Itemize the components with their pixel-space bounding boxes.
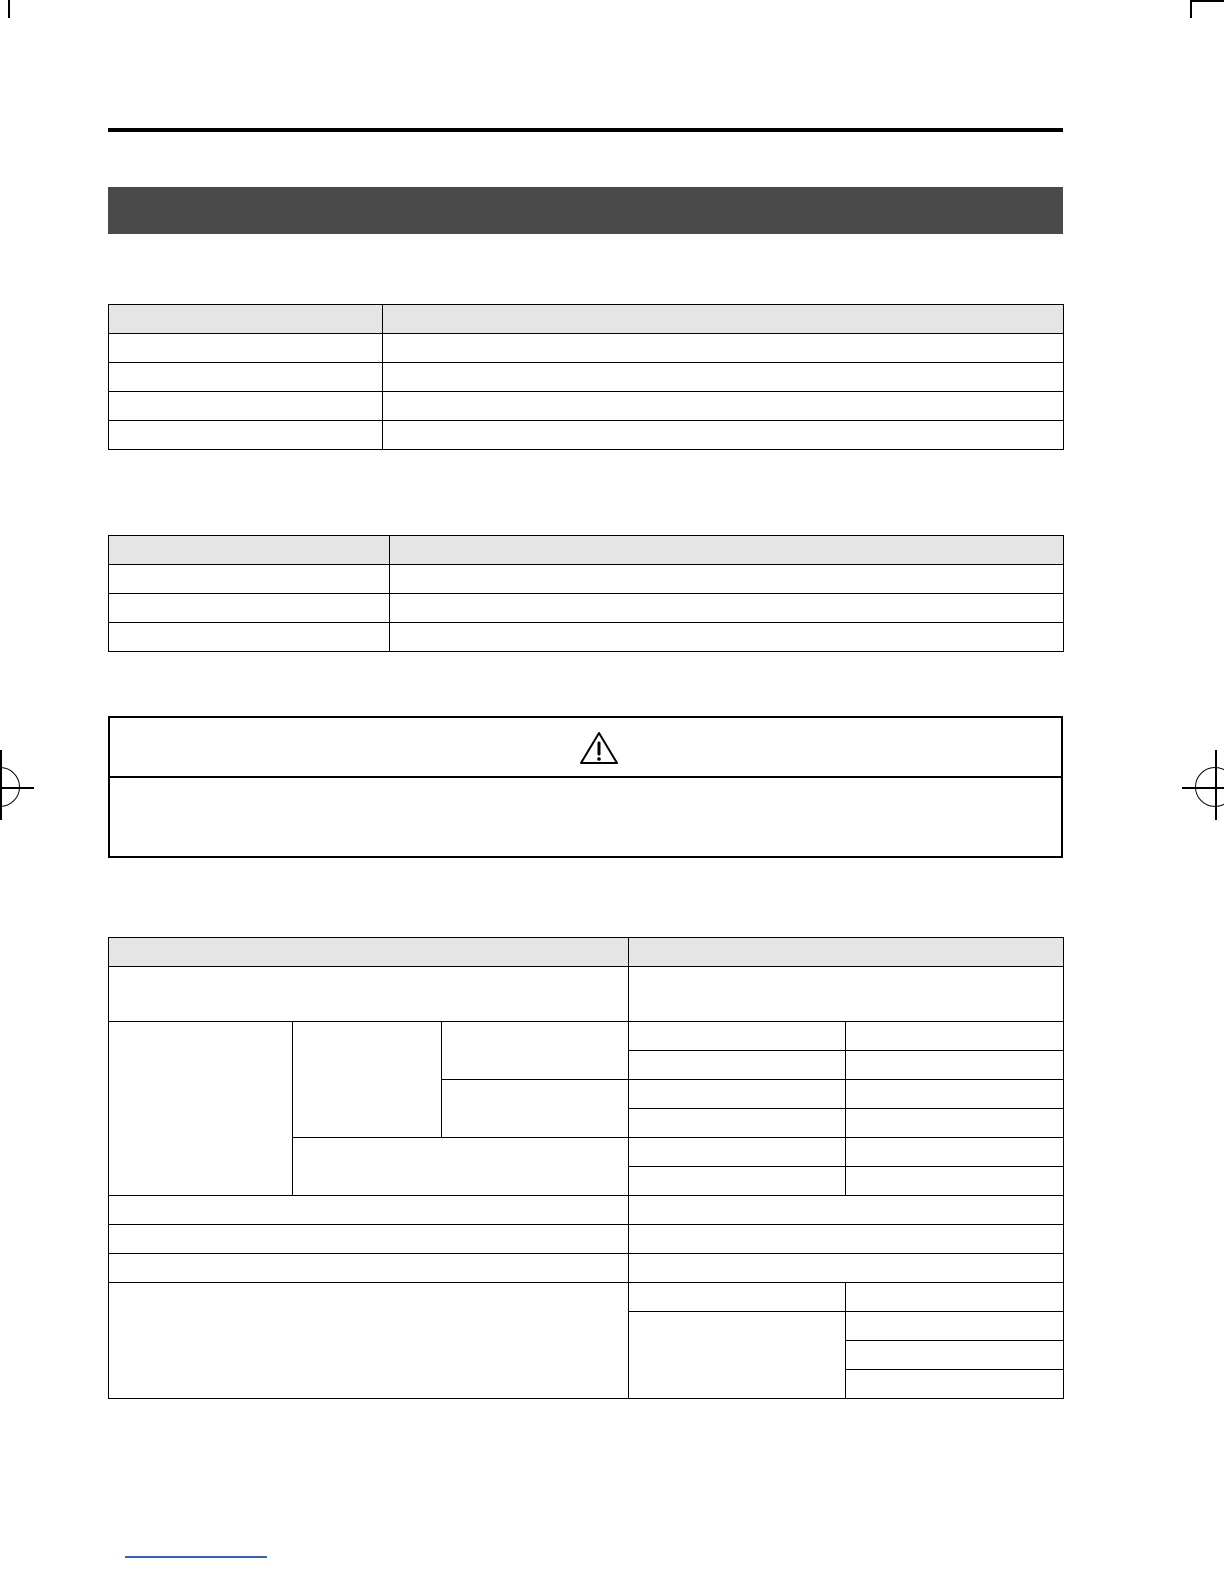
table-cell bbox=[109, 1225, 629, 1254]
table-row bbox=[109, 967, 1064, 1022]
table-cell bbox=[109, 1254, 629, 1283]
table-header-cell bbox=[390, 536, 1064, 565]
table-row bbox=[109, 1225, 1064, 1254]
table-cell bbox=[846, 1109, 1064, 1138]
table-row bbox=[109, 1254, 1064, 1283]
section-title-bar bbox=[108, 187, 1063, 234]
table-header-row bbox=[109, 938, 1064, 967]
table-row bbox=[109, 334, 1064, 363]
table-cell bbox=[293, 1022, 442, 1138]
table-cell bbox=[846, 1022, 1064, 1051]
table-cell bbox=[109, 623, 390, 652]
table-row bbox=[109, 594, 1064, 623]
caution-box bbox=[108, 716, 1063, 858]
spec-table-3 bbox=[108, 937, 1064, 1399]
table-cell bbox=[109, 1196, 629, 1225]
spec-table-1 bbox=[108, 304, 1064, 450]
table-header-row bbox=[109, 305, 1064, 334]
header-rule bbox=[108, 128, 1063, 132]
crop-mark-top-left bbox=[8, 0, 10, 18]
table-header-cell bbox=[109, 305, 383, 334]
table-cell bbox=[629, 1254, 1064, 1283]
table-header-cell bbox=[109, 938, 629, 967]
table-header-cell bbox=[109, 536, 390, 565]
table-cell bbox=[442, 1080, 629, 1138]
table-cell bbox=[109, 594, 390, 623]
table-cell bbox=[846, 1138, 1064, 1167]
table-cell bbox=[846, 1167, 1064, 1196]
table-cell bbox=[629, 967, 1064, 1022]
table-row bbox=[109, 392, 1064, 421]
table-cell bbox=[629, 1312, 846, 1399]
table-cell bbox=[846, 1341, 1064, 1370]
table-cell bbox=[846, 1051, 1064, 1080]
table-header-row bbox=[109, 536, 1064, 565]
crop-mark-top-right bbox=[1190, 0, 1192, 18]
table-cell bbox=[109, 334, 383, 363]
warning-triangle-icon bbox=[578, 730, 620, 766]
table-row bbox=[109, 1022, 1064, 1051]
table-cell bbox=[383, 421, 1064, 450]
table-cell bbox=[293, 1138, 629, 1196]
table-cell bbox=[629, 1080, 846, 1109]
table-cell bbox=[383, 363, 1064, 392]
table-row bbox=[109, 623, 1064, 652]
footer-link[interactable] bbox=[125, 1556, 267, 1558]
caution-header bbox=[110, 718, 1061, 778]
table-cell bbox=[442, 1022, 629, 1080]
table-cell bbox=[390, 565, 1064, 594]
table-cell bbox=[390, 594, 1064, 623]
table-row bbox=[109, 363, 1064, 392]
table-header-cell bbox=[629, 938, 1064, 967]
table-cell bbox=[629, 1196, 1064, 1225]
table-cell bbox=[383, 392, 1064, 421]
table-cell bbox=[109, 363, 383, 392]
crop-mark-top-right-h bbox=[1190, 0, 1224, 2]
table-cell bbox=[109, 421, 383, 450]
caution-text bbox=[110, 778, 1061, 798]
table-cell bbox=[629, 1109, 846, 1138]
table-cell bbox=[390, 623, 1064, 652]
table-row bbox=[109, 565, 1064, 594]
table-cell bbox=[846, 1283, 1064, 1312]
table-cell bbox=[846, 1312, 1064, 1341]
table-cell bbox=[629, 1283, 846, 1312]
table-header-cell bbox=[383, 305, 1064, 334]
table-cell bbox=[629, 1051, 846, 1080]
table-cell bbox=[629, 1167, 846, 1196]
table-cell bbox=[846, 1080, 1064, 1109]
table-cell bbox=[109, 392, 383, 421]
table-cell bbox=[109, 967, 629, 1022]
table-row bbox=[109, 1196, 1064, 1225]
table-row bbox=[109, 421, 1064, 450]
table-cell bbox=[383, 334, 1064, 363]
table-cell bbox=[629, 1225, 1064, 1254]
table-row bbox=[109, 1283, 1064, 1312]
table-cell bbox=[109, 1283, 629, 1399]
table-cell bbox=[109, 565, 390, 594]
table-cell bbox=[629, 1138, 846, 1167]
table-cell bbox=[846, 1370, 1064, 1399]
table-cell bbox=[629, 1022, 846, 1051]
table-cell bbox=[109, 1022, 293, 1196]
spec-table-2 bbox=[108, 535, 1064, 652]
